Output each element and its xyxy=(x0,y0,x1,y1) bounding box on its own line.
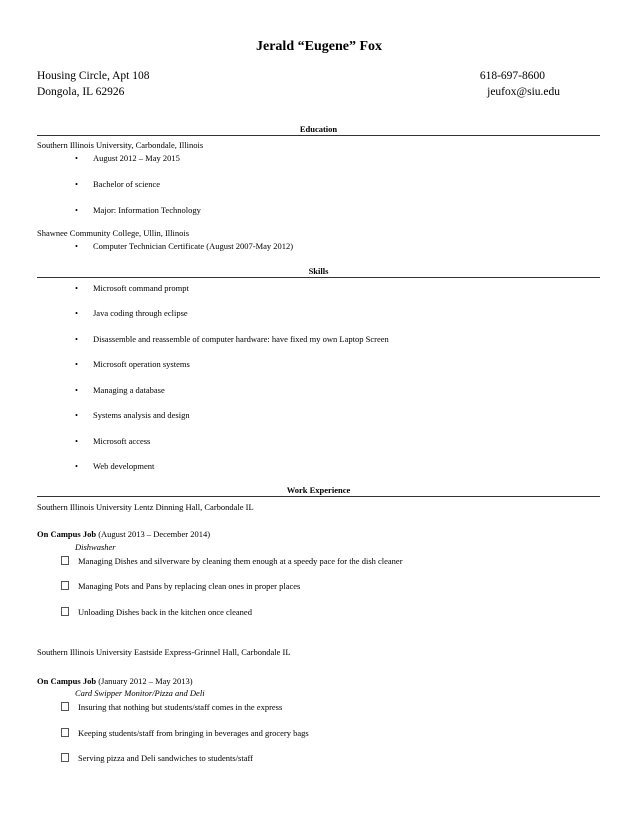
skill-item: • Managing a database xyxy=(75,385,165,395)
school-1: Southern Illinois University, Carbondale, Illinois xyxy=(37,140,204,150)
job-1-title-line: On Campus Job (August 2013 – December 2014) xyxy=(37,529,211,539)
job-duty: Unloading Dishes back in the kitchen once cleaned xyxy=(61,607,252,617)
checkbox-icon xyxy=(61,607,69,616)
job-duty: Managing Dishes and silverware by cleaning them enough at a speedy pace for the dish cleaner xyxy=(61,556,403,566)
skill-item: • Web development xyxy=(75,461,155,471)
job-2-title-line: On Campus Job (January 2012 – May 2013) xyxy=(37,676,193,686)
school-2: Shawnee Community College, Ullin, Illinois xyxy=(37,228,190,238)
skill-item: • Systems analysis and design xyxy=(75,410,190,420)
job-duty: Keeping students/staff from bringing in beverages and grocery bags xyxy=(61,728,309,738)
job-duty: Serving pizza and Deli sandwiches to students/staff xyxy=(61,753,253,763)
education-item: • Bachelor of science xyxy=(75,179,161,189)
skill-item: • Disassemble and reassemble of computer hardware: have fixed my own Laptop Screen xyxy=(75,334,389,344)
skill-item: • Microsoft command prompt xyxy=(75,283,189,293)
checkbox-icon xyxy=(61,728,69,737)
checkbox-icon xyxy=(61,702,69,711)
checkbox-icon xyxy=(61,753,69,762)
email-address: jeufox@siu.edu xyxy=(487,86,560,98)
education-item: • Major: Information Technology xyxy=(75,205,201,215)
job-1-employer: Southern Illinois University Lentz Dinning Hall, Carbondale IL xyxy=(37,502,254,512)
education-item: • Computer Technician Certificate (August 2007-May 2012) xyxy=(75,241,294,251)
skill-item: • Java coding through eclipse xyxy=(75,308,188,318)
address-line-2: Dongola, IL 62926 xyxy=(37,86,125,98)
skills-heading: Skills xyxy=(308,266,329,276)
work-rule xyxy=(37,496,600,497)
resume-name: Jerald “Eugene” Fox xyxy=(256,39,382,54)
work-heading: Work Experience xyxy=(286,485,351,495)
education-heading: Education xyxy=(299,124,338,134)
job-duty: Insuring that nothing but students/staff comes in the express xyxy=(61,702,282,712)
education-rule xyxy=(37,135,600,136)
skills-rule xyxy=(37,277,600,278)
checkbox-icon xyxy=(61,581,69,590)
job-1-position: Dishwasher xyxy=(75,542,116,552)
job-2-employer: Southern Illinois University Eastside Express-Grinnel Hall, Carbondale IL xyxy=(37,647,291,657)
skill-item: • Microsoft access xyxy=(75,436,151,446)
job-duty: Managing Pots and Pans by replacing clean ones in proper places xyxy=(61,581,300,591)
address-line-1: Housing Circle, Apt 108 xyxy=(37,70,150,82)
job-2-position: Card Swipper Monitor/Pizza and Deli xyxy=(75,688,205,698)
skill-item: • Microsoft operation systems xyxy=(75,359,190,369)
checkbox-icon xyxy=(61,556,69,565)
education-item: • August 2012 – May 2015 xyxy=(75,153,180,163)
phone-number: 618-697-8600 xyxy=(479,70,545,82)
